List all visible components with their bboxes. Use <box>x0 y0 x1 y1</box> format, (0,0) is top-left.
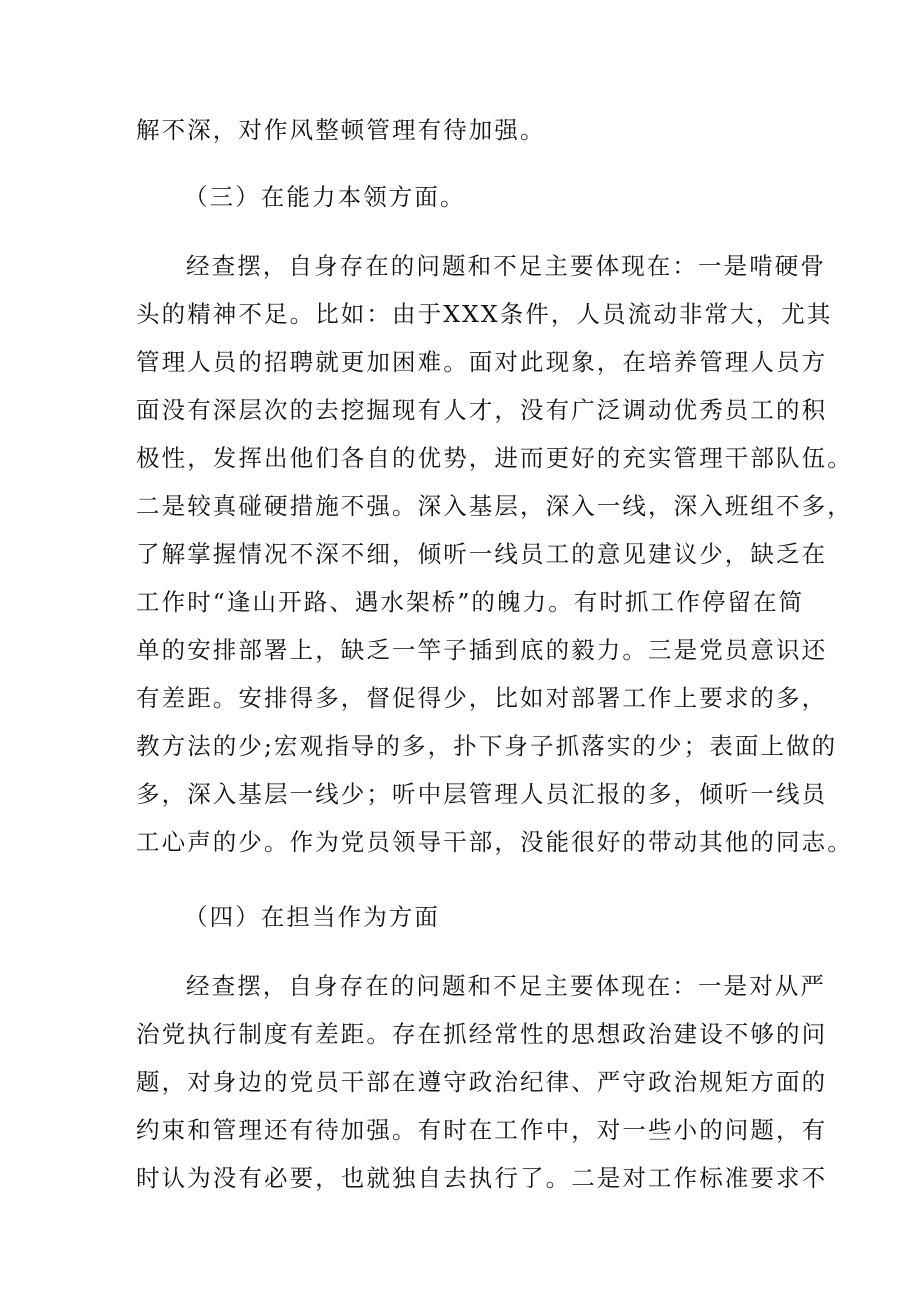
body-text-line: 题，对身边的党员干部在遵守政治纪律、严守政治规矩方面的 <box>136 1068 828 1096</box>
body-text-line: 治党执行制度有差距。存在抓经常性的思想政治建设不够的问 <box>136 1020 828 1048</box>
body-text-line: 管理人员的招聘就更加困难。面对此现象，在培养管理人员方 <box>136 348 828 376</box>
section-heading-4: （四）在担当作为方面 <box>184 903 440 931</box>
body-text-line: 有差距。安排得多，督促得少，比如对部署工作上要求的多， <box>136 684 828 712</box>
body-text-line: 面没有深层次的去挖掘现有人才，没有广泛调动优秀员工的积 <box>136 396 828 424</box>
body-text-line: 经查摆，自身存在的问题和不足主要体现在：一是对从严 <box>186 972 826 1000</box>
body-text-line: 经查摆，自身存在的问题和不足主要体现在：一是啃硬骨 <box>186 252 826 280</box>
section-heading-3: （三）在能力本领方面。 <box>184 183 466 211</box>
body-text-line: 了解掌握情况不深不细，倾听一线员工的意见建议少，缺乏在 <box>136 540 828 568</box>
body-text-line: 二是较真碰硬措施不强。深入基层，深入一线，深入班组不多， <box>136 492 853 520</box>
body-text-line: 头的精神不足。比如：由于XXX条件，人员流动非常大，尤其 <box>136 300 833 328</box>
body-text-line: 工作时“逢山开路、遇水架桥”的魄力。有时抓工作停留在简 <box>136 588 805 616</box>
body-text-line: 多，深入基层一线少；听中层管理人员汇报的多，倾听一线员 <box>136 780 828 808</box>
body-text-line: 教方法的少;宏观指导的多，扑下身子抓落实的少；表面上做的 <box>136 732 838 760</box>
body-text-line: 单的安排部署上，缺乏一竿子插到底的毅力。三是党员意识还 <box>136 636 828 664</box>
body-text-line: 解不深，对作风整顿管理有待加强。 <box>136 116 546 144</box>
body-text-line: 工心声的少。作为党员领导干部，没能很好的带动其他的同志。 <box>136 828 853 856</box>
body-text-line: 时认为没有必要，也就独自去执行了。二是对工作标准要求不 <box>136 1164 828 1192</box>
body-text-line: 极性，发挥出他们各自的优势，进而更好的充实管理干部队伍。 <box>136 444 853 472</box>
body-text-line: 约束和管理还有待加强。有时在工作中，对一些小的问题，有 <box>136 1116 828 1144</box>
